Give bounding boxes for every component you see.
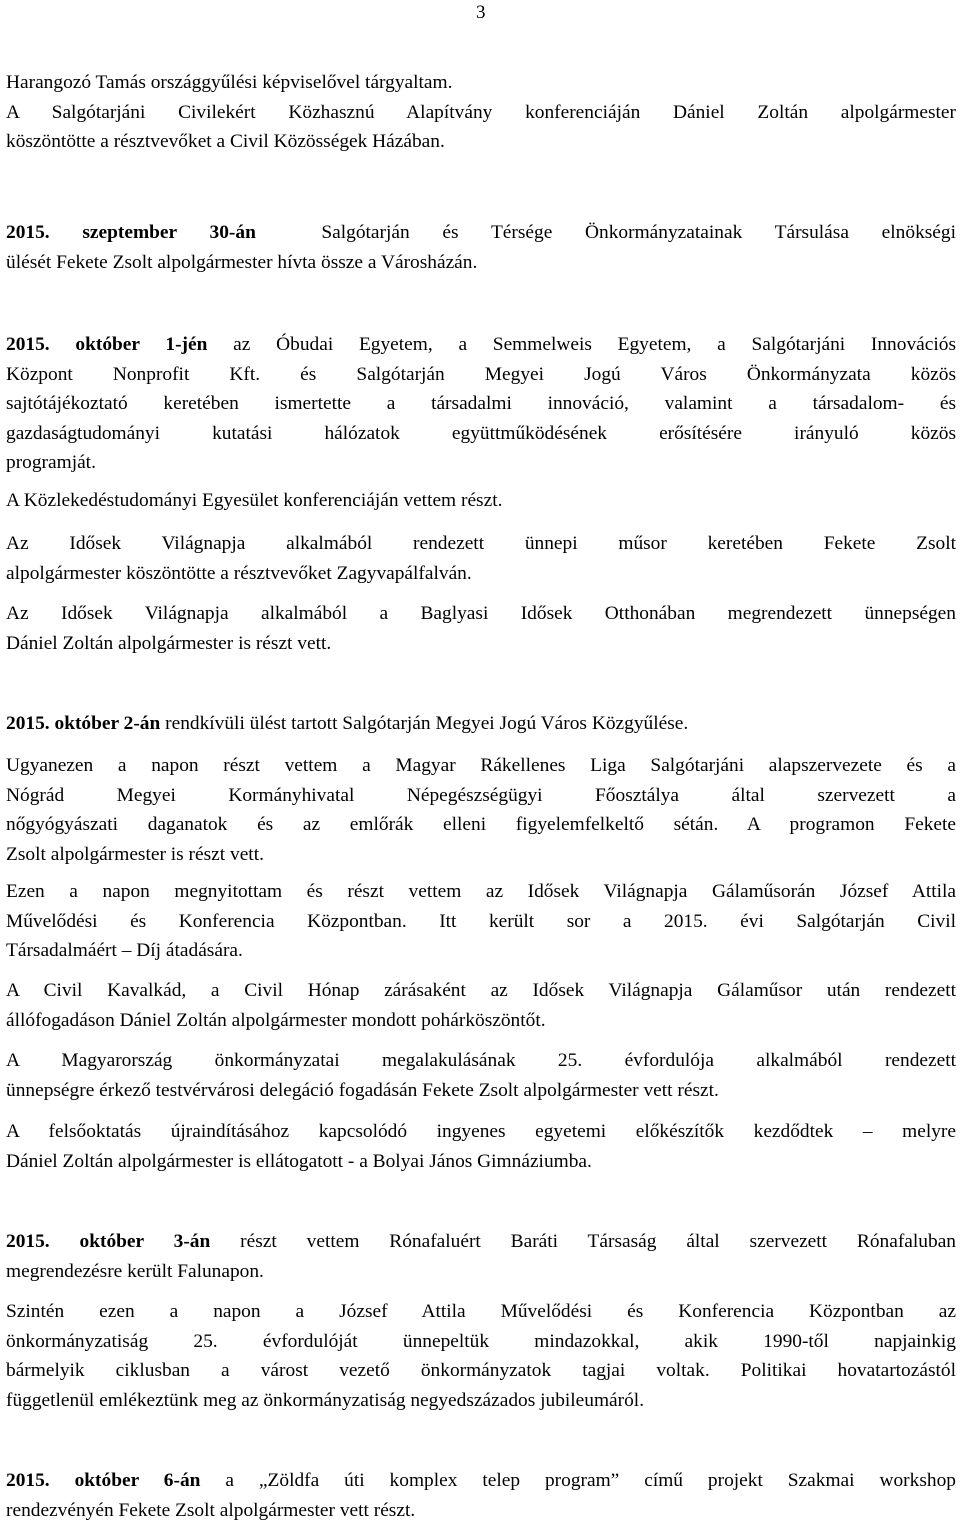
paragraph-oct-3 [6, 1227, 956, 1286]
paragraph-oct-1 [6, 330, 956, 478]
date-label: szeptember 30-án [82, 222, 256, 243]
text-line: függetlenül emlékeztünk meg az önkormányzatiság negyedszázados jubileumáról. [6, 1389, 645, 1411]
date-label: október 2-án [54, 713, 161, 734]
text-fragment: rendkívüli ülést tartott Salgótarján Megyei Jogú Város Közgyűlése. [165, 713, 689, 734]
text-line: A Közlekedéstudományi Egyesület konferenciáján vettem részt. [6, 490, 503, 511]
date-year: 2015. [6, 1470, 50, 1491]
date-label: október 3-án [79, 1231, 211, 1252]
text-line: Nógrád Megyei Kormányhivatal Népegészségügyi Főosztálya által szervezett a [6, 784, 956, 806]
text-fragment: az Óbudai Egyetem, a Semmelweis Egyetem, a Salgótarjáni Innovációs [233, 334, 956, 355]
text-line: Központ Nonprofit Kft. és Salgótarján Megyei Jogú Város Önkormányzata közös [6, 363, 956, 385]
text-line [6, 218, 956, 248]
text-fragment: részt vettem Rónafaluért Baráti Társaság által szervezett Rónafaluban [240, 1231, 956, 1252]
text-line: Dániel Zoltán alpolgármester is ellátogatott - a Bolyai János Gimnáziumba. [6, 1150, 592, 1172]
text-line: A felsőoktatás újraindításához kapcsolódó ingyenes egyetemi előkészítők kezdődtek – melyre [6, 1121, 956, 1142]
paragraph-cancer-league [6, 751, 956, 869]
paragraph-sept-30 [6, 218, 956, 277]
text-line: gazdaságtudományi kutatási hálózatok együttműködésének erősítésére irányuló közös [6, 422, 956, 444]
date-label: október 6-án [74, 1470, 201, 1491]
text-line: bármelyik ciklusban a várost vezető önkormányzatok tagjai voltak. Politikai hovatartozástól [6, 1360, 956, 1381]
paragraph-meeting [6, 68, 956, 157]
text-line: ünnepségre érkező testvérvárosi delegáció fogadásán Fekete Zsolt alpolgármester vett részt. [6, 1079, 719, 1101]
text-line: Dániel Zoltán alpolgármester is részt vett. [6, 632, 332, 654]
text-line: Művelődési és Konferencia Központban. Itt került sor a 2015. évi Salgótarján Civil [6, 910, 956, 932]
text-fragment: a „Zöldfa úti komplex telep program” című projekt Szakmai workshop [225, 1470, 956, 1491]
paragraph-civil-kavalkad [6, 976, 956, 1035]
page-number: 3 [476, 2, 486, 23]
date-label: október 1-jén [75, 334, 208, 355]
date-year: 2015. [6, 222, 50, 243]
text-line: ülését Fekete Zsolt alpolgármester hívta össze a Városházán. [6, 251, 478, 273]
text-line: A Magyarország önkormányzatai megalakulásának 25. évfordulója alkalmából rendezett [6, 1050, 956, 1071]
text-line: programját. [6, 452, 96, 473]
paragraph-gala [6, 877, 956, 966]
text-line: Az Idősek Világnapja alkalmából rendezett ünnepi műsor keretében Fekete Zsolt [6, 533, 956, 554]
text-line: rendezvényén Fekete Zsolt alpolgármester vett részt. [6, 1499, 416, 1521]
text-line: alpolgármester köszöntötte a résztvevőket Zagyvapálfalván. [6, 562, 472, 584]
text-line: Társadalmáért – Díj átadására. [6, 940, 243, 961]
text-line: megrendezésre került Falunapon. [6, 1260, 264, 1282]
text-line: állófogadáson Dániel Zoltán alpolgármester mondott pohárköszöntőt. [6, 1009, 546, 1031]
paragraph-elderly-day-2 [6, 599, 956, 658]
text-line: nőgyógyászati daganatok és az emlőrák elleni figyelemfelkeltő sétán. A programon Fekete [6, 814, 956, 835]
text-line [6, 1466, 956, 1496]
text-line: Ezen a napon megnyitottam és részt vettem az Idősek Világnapja Gálaműsorán József Attila [6, 881, 956, 902]
text-line [6, 1227, 956, 1257]
text-line: A Civil Kavalkád, a Civil Hónap zárásaként az Idősek Világnapja Gálaműsor után rendezett [6, 980, 956, 1001]
paragraph-local-government [6, 1297, 956, 1415]
paragraph-anniversary [6, 1046, 956, 1105]
text-line: önkormányzatiság 25. évfordulóját ünnepeltük mindazokkal, akik 1990-től napjainkig [6, 1330, 956, 1352]
text-line: köszöntötte a résztvevőket a Civil Közösségek Házában. [6, 131, 445, 152]
paragraph-oct-2 [6, 709, 956, 739]
paragraph-kte [6, 486, 956, 516]
text-line [6, 709, 956, 739]
text-line: Zsolt alpolgármester is részt vett. [6, 843, 264, 865]
paragraph-higher-education [6, 1117, 956, 1176]
date-year: 2015. [6, 713, 50, 734]
text-line: Az Idősek Világnapja alkalmából a Baglyasi Idősek Otthonában megrendezett ünnepségen [6, 603, 956, 624]
text-line: Harangozó Tamás országgyűlési képviselővel tárgyaltam. [6, 72, 453, 93]
date-year: 2015. [6, 334, 50, 355]
text-fragment: Salgótarján és Térsége Önkormányzatainak Társulása elnökségi [321, 222, 956, 243]
date-year: 2015. [6, 1231, 50, 1252]
text-line: sajtótájékoztató keretében ismertette a társadalmi innováció, valamint a társadalom- és [6, 393, 956, 414]
text-line: A Salgótarjáni Civilekért Közhasznú Alapítvány konferenciáján Dániel Zoltán alpolgármester [6, 101, 956, 123]
paragraph-elderly-day-1 [6, 529, 956, 588]
text-line: Szintén ezen a napon a József Attila Művelődési és Konferencia Központban az [6, 1301, 956, 1322]
paragraph-oct-6 [6, 1466, 956, 1525]
text-line [6, 330, 956, 360]
text-line: Ugyanezen a napon részt vettem a Magyar Rákellenes Liga Salgótarjáni alapszervezete és a [6, 755, 956, 776]
